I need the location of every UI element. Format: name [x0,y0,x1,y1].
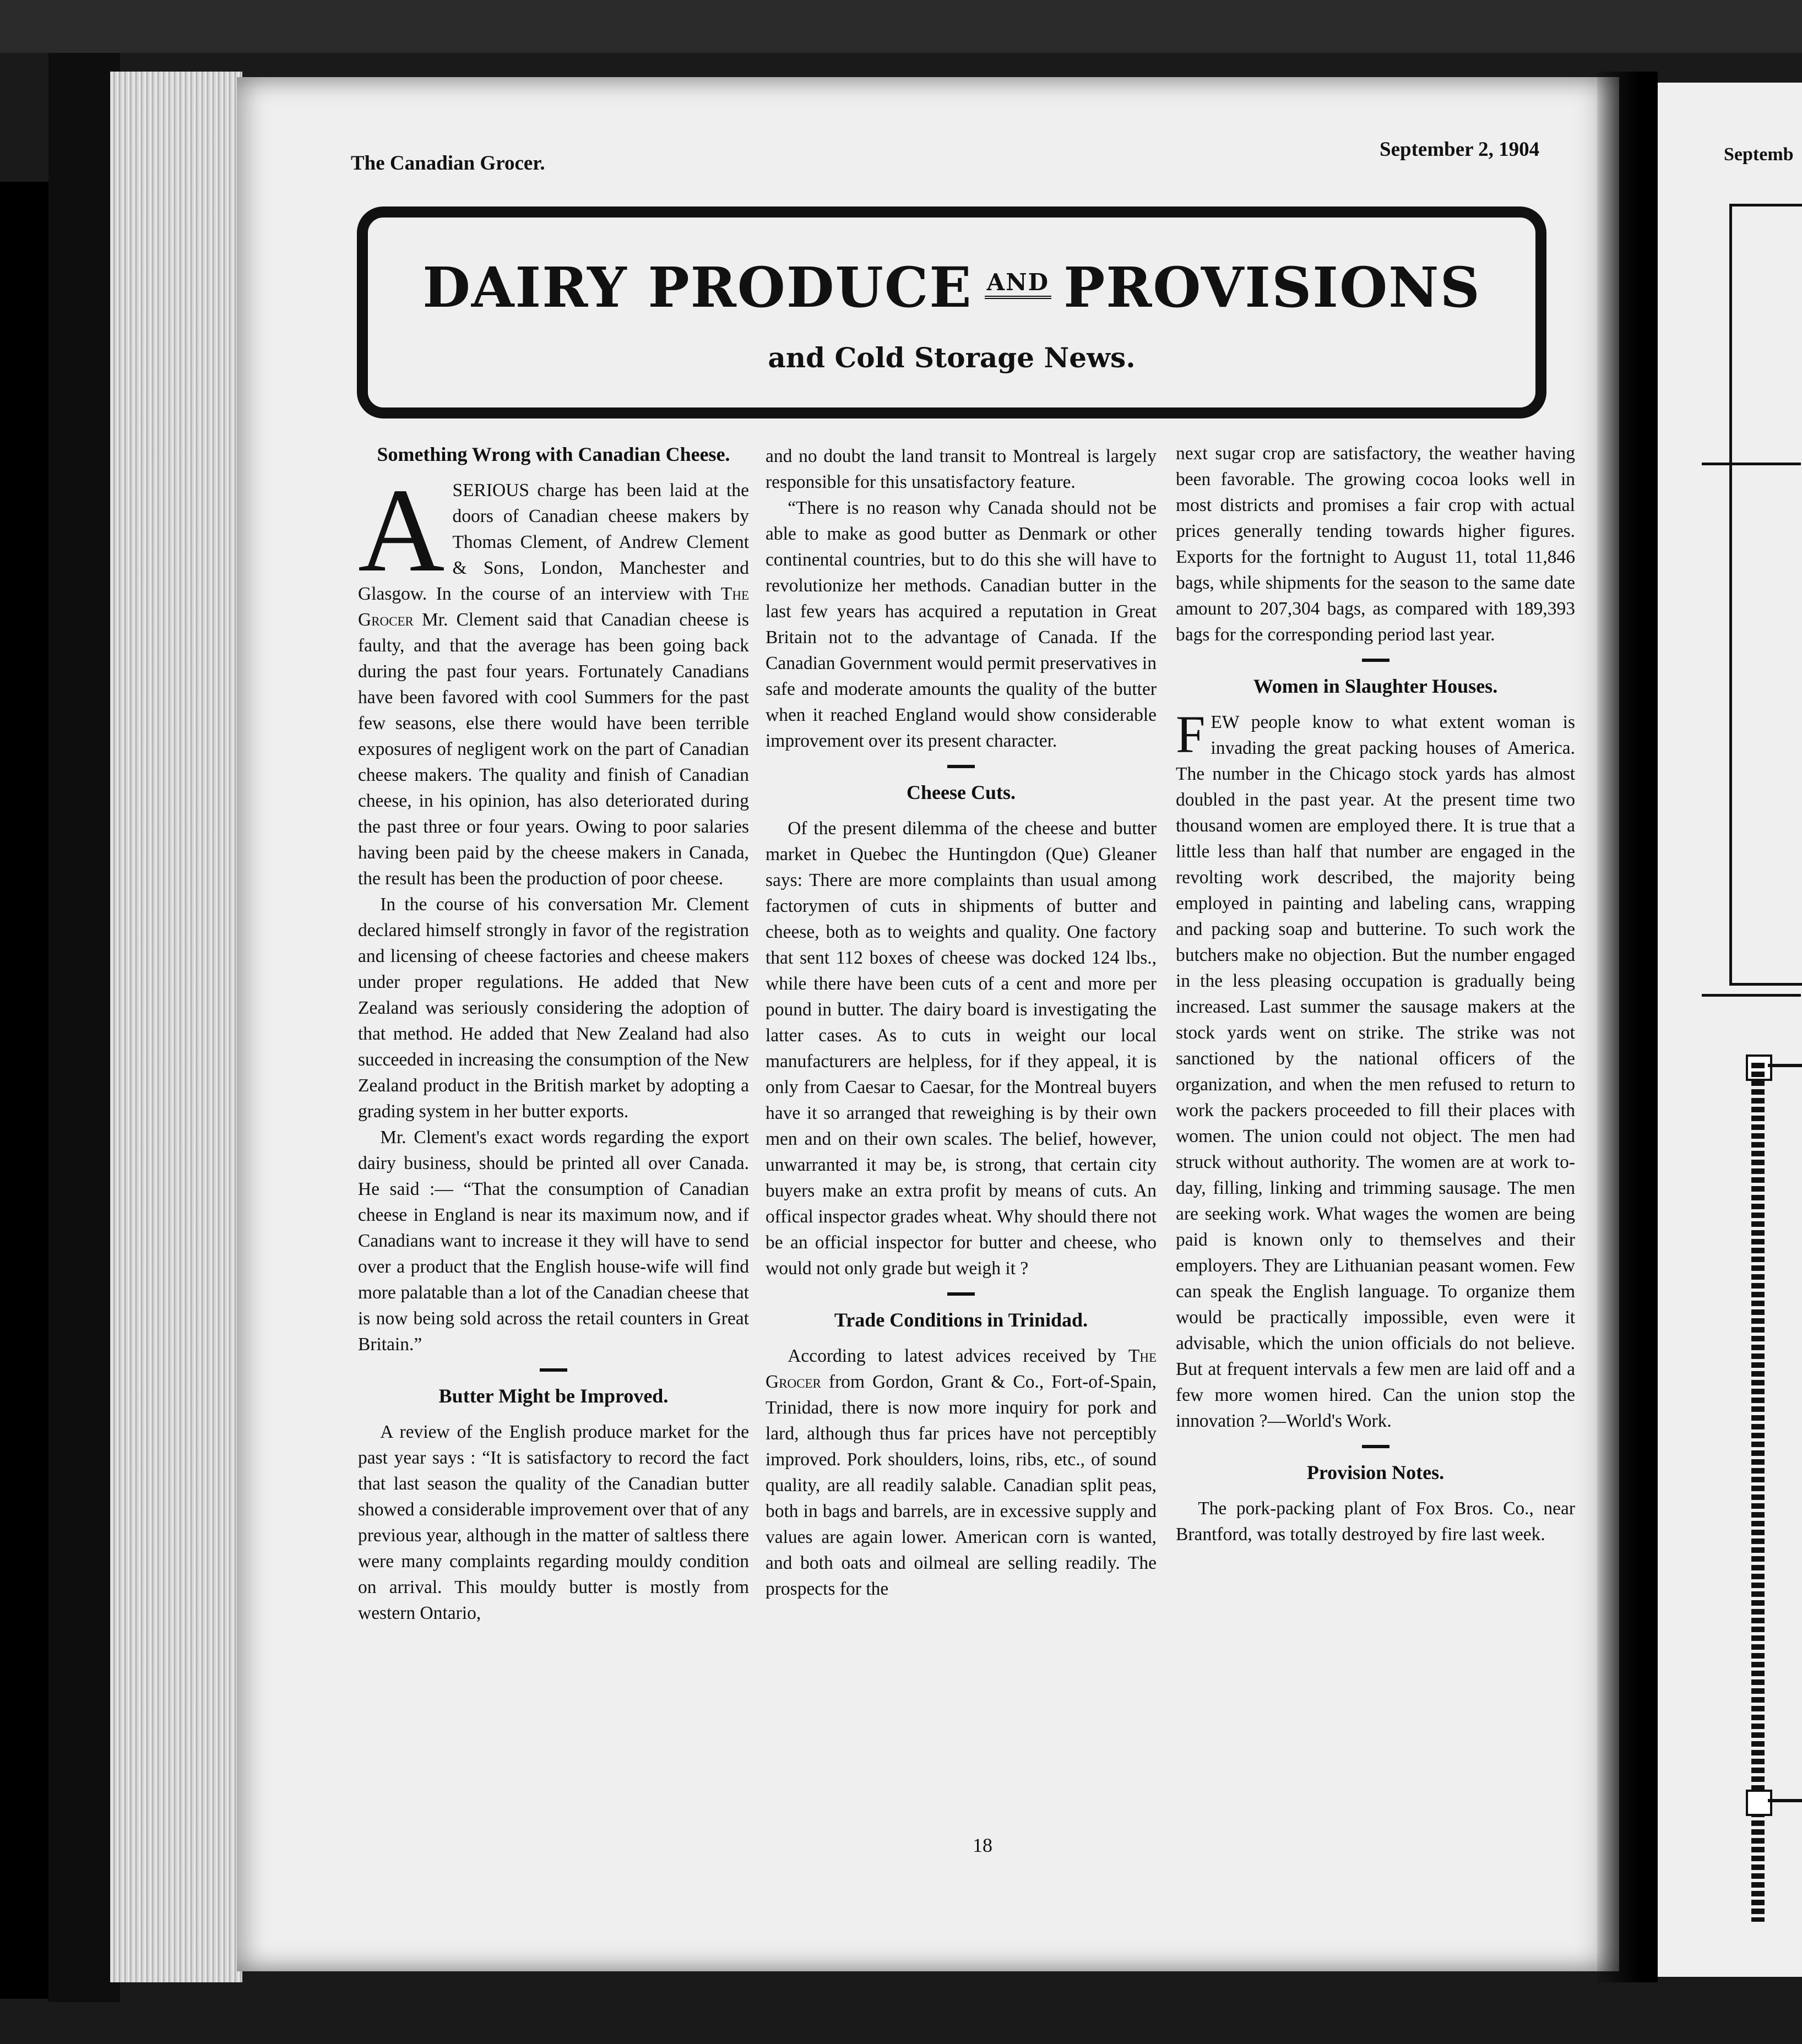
page-fore-edges [110,72,242,1982]
column-2 [766,443,1157,1602]
headline-trinidad: Trade Conditions in Trinidad. [834,1309,1088,1331]
paragraph-text: According to latest advices received by [788,1346,1128,1366]
page-number: 18 [973,1834,992,1856]
running-head-title: The Canadian Grocer. [351,152,545,175]
section-divider [540,1368,567,1372]
masthead [368,255,1535,320]
paragraph-text: from Gordon, Grant & Co., Fort-of-Spain, Trinidad, there is now more inquiry for pork and lard, although thus far prices have not perceptibly improved. Pork shoulders, loins, ribs, etc., of sound quality, are all readily salable. Canadian split peas, both in bags and barrels, are in excessive supply and values are again lower. American corn is wanted, and both oats and oilmeal are selling readily. The prospects for the [766,1372,1157,1599]
masthead-and: AND [985,269,1051,299]
paragraph-text: SERIOUS charge has been laid at the doors of Canadian cheese makers by Thomas Clement, of Andrew Clement & Sons, London, Manchester and Glasgow. In the course of an interview with [358,480,749,604]
gutter-shadow [1597,72,1658,1982]
column-3 [1176,441,1575,1547]
article-paragraph: Of the present dilemma of the cheese and butter market in Quebec the Huntingdon (Que) Gleaner says: There are more complaints than usual among factorymen of cuts in shipments of butter and cheese, both as to weights and quality. One factory that sent 112 boxes of cheese was docked 124 lbs., while there have been cuts of a cent and more per pound in butter. The dairy board is investigating the latter cases. As to cuts in weight our local manufacturers are helpless, for if they appeal, it is only from Caesar to Caesar, for the Montreal buyers have it so arranged that reweighing is by their own men and on their own scales. The belief, however, unwarranted it may be, is strong, that certain city buyers make an extra profit by means of cuts. An offical inspector grades wheat. Why should there not be an official inspector for butter and cheese, who would not only grade but weigh it ? [766,818,1157,1279]
paragraph-text: Mr. Clement said that Canadian cheese is faulty, and that the average has been going back during the past four years. Fortunately Canadians have been favored with cool Summers for the past few seasons, else there would have been terrible exposures of negligent work on the part of Canadian cheese makers. The quality and finish of Canadian cheese, in his opinion, has also deteriorated during the past three or four years. Owing to poor salaries having been paid by the cheese makers in Canada, the result has been the production of poor cheese. [358,610,749,889]
article-paragraph: and no doubt the land transit to Montreal is largely responsible for this unsatisfactory feature. [766,446,1157,492]
headline-butter-improved: Butter Might be Improved. [438,1385,669,1407]
article-paragraph: In the course of his conversation Mr. Clement declared himself strongly in favor of the registration and licensing of cheese factories and cheese makers under proper regulations. He added that New Zealand was seriously considering the adoption of that method. He added that New Zealand had also succeeded in increasing the consumption of the New Zealand product in the British market by adopting a grading system in her butter exports. [358,894,749,1122]
publication-name: The Grocer [358,584,749,630]
article-paragraph [1176,705,1575,1434]
article-paragraph [358,464,749,891]
masthead-left: DAIRY PRODUCE [422,255,973,320]
drop-cap: A [358,464,445,597]
drop-cap: F [1176,705,1206,764]
paragraph-text: EW people know to what extent woman is invading the great packing houses of America. The number in the Chicago stock yards has almost doubled in the past year. At the present time two thousand women are employed there. It is true that a little less than half that number are engaged in the revolting work described, the majority being employed in painting and labeling cans, wrapping and packing soap and butterine. To such work the butchers make no objection. But the number engaged in the less pleasing occupation is gradually being increased. Last summer the sausage makers at the stock yards went on strike. The strike was not sanctioned by the national officers of the organization, and when the men refused to return to work the packers proceeded to fill their places with women. The union could not object. The men had struck without authority. The women are at work to-day, filling, linking and trimming sausage. The men are seeking work. What wages the women are being paid is known only to themselves and their employers. They are Lithuanian peasant women. Few can speak the English language. To organize them would be practically impossible, even were it advisable, which the union officials do not believe. But at frequent intervals a few men are laid off and a few more women hired. Can the union stop the innovation ?—World's Work. [1176,712,1575,1431]
headline-slaughter-houses: Women in Slaughter Houses. [1253,675,1498,697]
column-1 [358,443,749,1626]
next-page-fragment [1652,83,1802,1977]
next-page-running-head: Septemb [1724,144,1794,165]
next-page-rule [1702,994,1801,997]
running-head-date: September 2, 1904 [1380,138,1540,161]
headline-cheese-cuts: Cheese Cuts. [907,781,1016,803]
headline-provision-notes: Provision Notes. [1306,1461,1445,1483]
headline-canadian-cheese: Something Wrong with Canadian Cheese. [377,443,730,465]
article-paragraph: The pork-packing plant of Fox Bros. Co., near Brantford, was totally destroyed by fire last week. [1176,1498,1575,1545]
book-spine-shadow [48,53,120,2002]
article-paragraph: “There is no reason why Canada should not be able to make as good butter as Denmark or other continental countries, but to do this she will have to revolutionize her methods. Canadian butter in the last few years has acquired a reputation in Great Britain not to the advantage of Canada. If the Canadian Government would permit preservatives in safe and moderate amounts the quality of the butter when it reached England would show considerable improvement over its present character. [766,498,1157,751]
section-divider [1362,1445,1390,1448]
section-divider [1362,659,1390,662]
ornament-line [1768,1064,1802,1067]
section-divider [947,765,975,768]
masthead-right: PROVISIONS [1063,255,1481,320]
article-paragraph: A review of the English produce market for the past year says : “It is satisfactory to record the fact that last season the quality of the Canadian butter showed a considerable improvement over that of any previous year, although in the matter of saltless there were many complaints regarding mouldy condition on arrival. This mouldy butter is mostly from western Ontario, [358,1422,749,1623]
next-page-frame [1729,204,1802,986]
section-divider [947,1292,975,1296]
ornament-line [1768,1799,1802,1802]
article-paragraph: next sugar crop are satisfactory, the weather having been favorable. The growing cocoa looks well in most districts and promises a fair crop with actual prices generally tending towards higher figures. Exports for the fortnight to August 11, total 11,846 bags, while shipments for the season to the same date amount to 207,304 bags, as compared with 189,393 bags for the corresponding period last year. [1176,443,1575,645]
article-paragraph [766,1343,1157,1602]
scan-background-top [0,0,1802,53]
ornament-corner-icon [1746,1790,1772,1816]
book-cover-edge [0,182,50,1999]
title-banner [357,206,1546,418]
next-page-rule [1702,463,1801,465]
publication-name: The Grocer [766,1346,1157,1392]
masthead-subtitle: and Cold Storage News. [768,341,1136,374]
article-paragraph: Mr. Clement's exact words regarding the export dairy business, should be printed all over Canada. He said :— “That the consumption of Canadian cheese in England is near its maximum now, and if Canadians want to increase it they will have to send over a product that the English house-wife will find more palatable than a lot of the Canadian cheese that is now being sold across the retail counters in Great Britain.” [358,1127,749,1355]
